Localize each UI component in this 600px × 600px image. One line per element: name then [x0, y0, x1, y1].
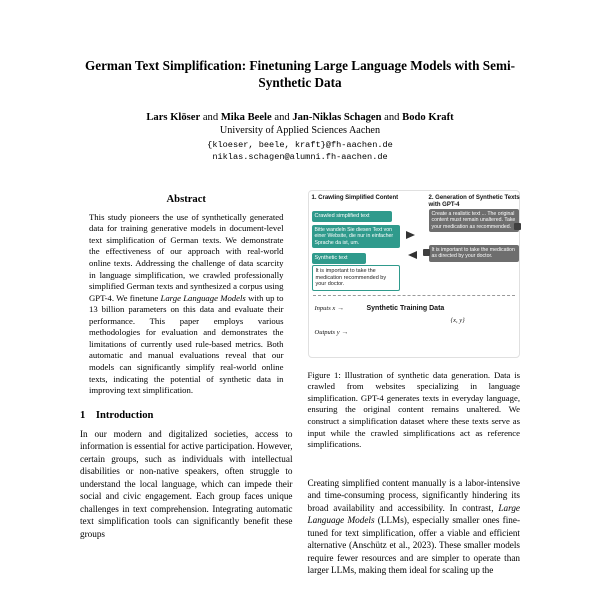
gpt-instruction-box: Create a realistic text ... The original content must remain unaltered. Take your medication as recommended. [429, 209, 519, 233]
introduction-heading: 1 Introduction [80, 409, 154, 421]
right-column-paragraph [308, 477, 521, 577]
training-data-label: Synthetic Training Data [366, 304, 445, 312]
author-separator: and [384, 111, 400, 123]
author-line [0, 112, 600, 123]
email-block [0, 139, 600, 164]
inputs-text: Inputs x [314, 304, 336, 312]
step-badge-icon [514, 223, 521, 230]
arrow-right-icon [406, 231, 415, 239]
figure-caption: Figure 1: Illustration of synthetic data generation. Data is crawled from websites specializing in language simplification. GPT-4 generates texts in everyday language, ensuring the original content remains unaltered. We construct a simplification dataset where these texts serve as input while the crawled simplifications act as reference simplifications. [307, 369, 520, 450]
inputs-label [315, 305, 345, 312]
paragraph-italic-phrase: Large Language Models [307, 502, 520, 526]
author-name: Mika Beele [220, 111, 272, 123]
arrow-glyph-icon: → [341, 328, 349, 336]
two-column-body [80, 190, 520, 577]
author-separator: and [274, 111, 290, 123]
paper-header [0, 0, 600, 164]
outputs-text: Outputs y [314, 328, 340, 336]
paragraph-part-2: (LLMs), especially smaller ones fine-tuned for text simplification, offer a viable and efficient alternative (Anschütz et al., 2023). These smaller models require fewer resources and are simpler to operate than larger LLMs, making them ideal for scaling up the [307, 515, 521, 576]
example-output-box: It is important to take the medication recommended by your doctor. [312, 265, 400, 292]
left-column [80, 190, 293, 541]
gpt-output-box: It is important to take the medication as directed by your doctor. [429, 245, 519, 262]
paragraph-part-1: Creating simplified content manually is a labor-intensive and time-consuming process, significantly hindering its broad availability and accessibility. In contrast, [307, 477, 520, 513]
email-line-1: {kloeser, beele, kraft}@fh-aachen.de [207, 139, 393, 150]
arrow-glyph-icon: → [337, 304, 345, 312]
right-column [308, 190, 521, 577]
abstract-italic-phrase: Large Language Models [160, 292, 246, 303]
outputs-label [315, 329, 349, 336]
abstract-part-1: This study pioneers the use of synthetically generated data for training generative models in document-level text simplification of German texts. We demonstrate the effectiveness of our approach with real-world online texts. Addressing the challenge of data scarcity in language simplification, we crawled professionally simplified German texts and synthesized a corpus using GPT-4. We finetune [89, 211, 284, 303]
figure-1-diagram [308, 190, 521, 358]
xy-pair-label: {x, y} [450, 316, 465, 324]
step-badge-icon [423, 249, 430, 256]
author-name: Lars Klöser [146, 111, 201, 123]
figure-step2-label: 2. Generation of Synthetic Texts with GPT-4 [428, 194, 520, 208]
arrow-left-icon [408, 251, 417, 259]
figure-step1-label: 1. Crawling Simplified Content [311, 194, 399, 201]
figure-divider [313, 295, 516, 296]
prompt-box: Bitte wandeln Sie diesen Text von einer Website, die nur in einfacher Sprache da ist, um. [312, 225, 400, 249]
author-name: Jan-Niklas Schagen [292, 111, 382, 123]
email-line-2: niklas.schagen@alumni.fh-aachen.de [212, 152, 388, 163]
author-name: Bodo Kraft [402, 111, 454, 123]
introduction-text: In our modern and digitalized societies, access to information is essential for active participation. However, certain groups, such as individuals with intellectual disabilities or non-native speakers, often struggle to understand the local language, which can impede their social and civic engagement. Each group faces unique challenges in text comprehension. Integrating automatic text simplification tools can significantly benefit these groups [80, 428, 293, 539]
abstract-text [89, 212, 284, 397]
affiliation: University of Applied Sciences Aachen [219, 124, 381, 136]
synthetic-text-bar: Synthetic text [312, 253, 366, 264]
author-separator: and [202, 111, 219, 123]
paper-title: German Text Simplification: Finetuning Large Language Models with Semi-Synthetic Data [84, 58, 516, 90]
abstract-part-2: with up to 13 billion parameters on this data and evaluate their performance. This paper employs various methodologies for evaluation and demonstrates the limitations of currently used rule-based metrics. Both automatic and manual evaluations reveal that our models can significantly simplify real-world online texts, indicating the potential of synthetic data in improving text simplification. [89, 292, 284, 396]
abstract-heading: Abstract [166, 193, 206, 205]
crawled-text-box: Crawled simplified text [312, 211, 392, 222]
